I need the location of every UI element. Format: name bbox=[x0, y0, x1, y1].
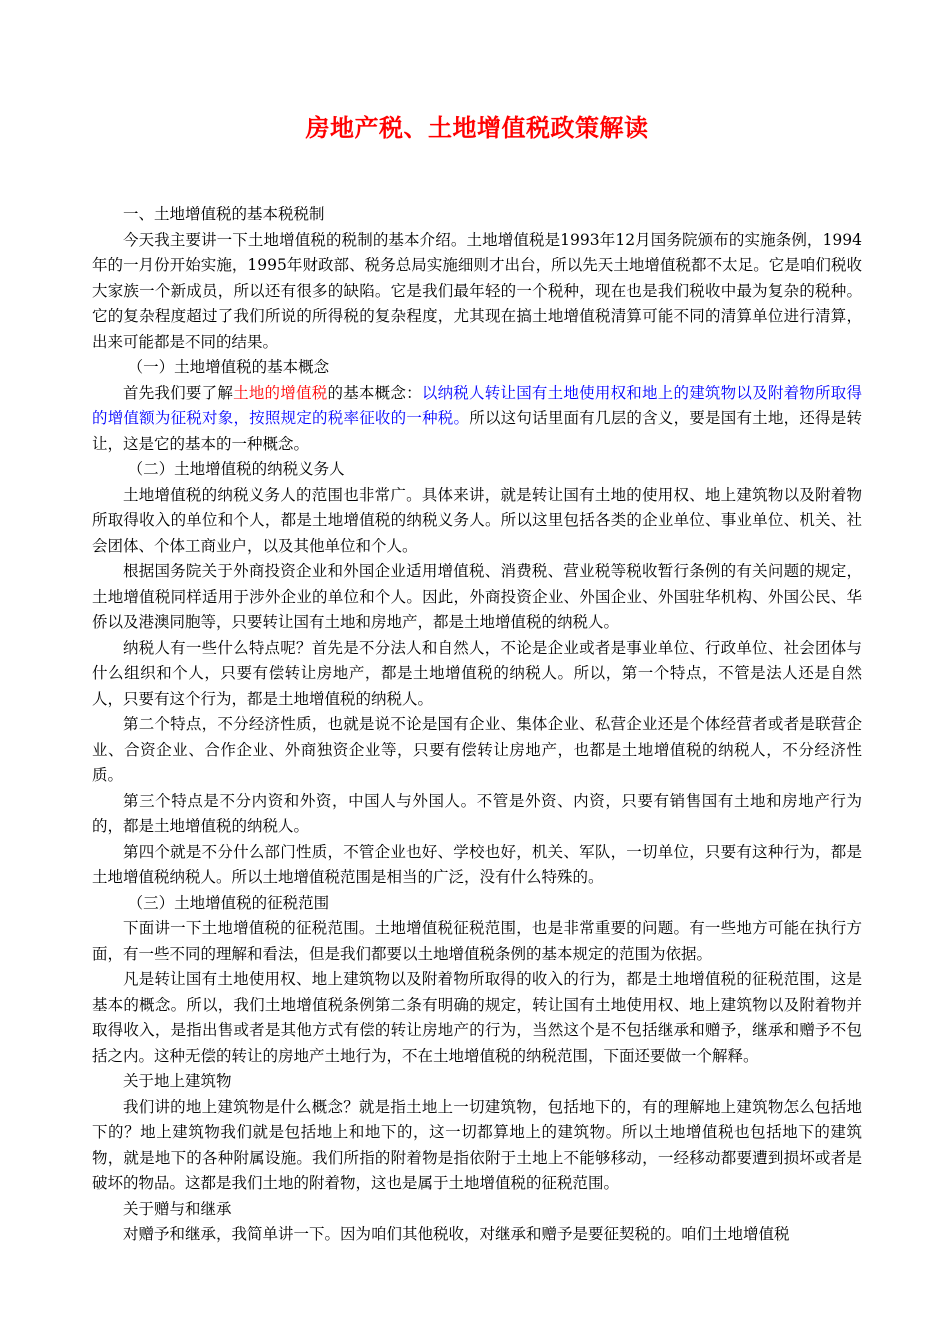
highlight-term: 土地的增值税 bbox=[233, 383, 328, 402]
page-title: 房地产税、土地增值税政策解读 bbox=[305, 113, 649, 142]
paragraph: 纳税人有一些什么特点呢？首先是不分法人和自然人，不论是企业或者是事业单位、行政单位、社会团体与什么组织和个人，只要有偿转让房地产，都是土地增值税的纳税人。所以，第一个特点，不管是法人还是自然人，只要有这个行为，都是土地增值税的纳税人。 bbox=[92, 638, 862, 708]
paragraph: 我们讲的地上建筑物是什么概念？就是指土地上一切建筑物，包括地下的，有的理解地上建筑物怎么包括地下的？地上建筑物我们就是包括地上和地下的，这一切都算地上的建筑物。所以土地增值税也包括地下的建筑物，就是地下的各种附属设施。我们所指的附着物是指依附于土地上不能够移动，一经移动都要遭到损坏或者是破坏的物品。这都是我们土地的附着物，这也是属于土地增值税的征税范围。 bbox=[92, 1097, 862, 1192]
subsection-heading: （一）土地增值税的基本概念 bbox=[127, 358, 330, 376]
paragraph: 第三个特点是不分内资和外资，中国人与外国人。不管是外资、内资，只要有销售国有土地和房地产行为的，都是土地增值税的纳税人。 bbox=[92, 791, 862, 835]
subsection-heading: （三）土地增值税的征税范围 bbox=[127, 893, 330, 912]
paragraph-text: 所以这句话里面有几层的含义，要是国有土地，还得是转让，这是它的基本的一种概念。 bbox=[92, 409, 862, 453]
subsection-heading: （二）土地增值税的纳税义务人 bbox=[127, 460, 345, 478]
paragraph: 土地增值税的纳税义务人的范围也非常广。具体来讲，就是转让国有土地的使用权、地上建筑物以及附着物所取得收入的单位和个人，都是土地增值税的纳税义务人。所以这里包括各类的企业单位、事业单位、机关、社会团体、个体工商业户，以及其他单位和个人。 bbox=[92, 485, 862, 555]
section-heading: 一、土地增值税的基本税税制 bbox=[123, 205, 325, 223]
subsection-heading: 关于地上建筑物 bbox=[123, 1072, 232, 1090]
paragraph-text: 的基本概念： bbox=[327, 383, 422, 402]
document-body bbox=[92, 202, 862, 1248]
subsection-heading: 关于赠与和继承 bbox=[123, 1199, 232, 1218]
paragraph-text: 首先我们要了解 bbox=[123, 383, 234, 402]
paragraph bbox=[92, 381, 862, 458]
highlight-definition: 以纳税人转让国有土地使用权和地上的建筑物以及附着物所取得的增值额为征税对象，按照规定的税率征收的一种税。 bbox=[92, 383, 862, 427]
paragraph: 凡是转让国有土地使用权、地上建筑物以及附着物所取得的收入的行为，都是土地增值税的征税范围，这是基本的概念。所以，我们土地增值税条例第二条有明确的规定，转让国有土地使用权、地上建筑物以及附着物并取得收入，是指出售或者是其他方式有偿的转让房地产的行为，当然这个是不包括继承和赠予，继承和赠予不包括之内。这种无偿的转让的房地产土地行为，不在土地增值税的纳税范围，下面还要做一个解释。 bbox=[92, 970, 862, 1065]
paragraph: 第四个就是不分什么部门性质，不管企业也好、学校也好，机关、军队，一切单位，只要有这种行为，都是土地增值税纳税人。所以土地增值税范围是相当的广泛，没有什么特殊的。 bbox=[92, 842, 862, 886]
paragraph: 今天我主要讲一下土地增值税的税制的基本介绍。土地增值税是1993年12月国务院颁布的实施条例，1994年的一月份开始实施，1995年财政部、税务总局实施细则才出台，所以先天土地增值税都不太足。它是咱们税收大家族一个新成员，所以还有很多的缺陷。它是我们最年轻的一个税种，现在也是我们税收中最为复杂的税种。它的复杂程度超过了我们所说的所得税的复杂程度，尤其现在搞土地增值税清算可能不同的清算单位进行清算，出来可能都是不同的结果。 bbox=[92, 230, 862, 351]
paragraph: 第二个特点，不分经济性质，也就是说不论是国有企业、集体企业、私营企业还是个体经营者或者是联营企业、合资企业、合作企业、外商独资企业等，只要有偿转让房地产，也都是土地增值税的纳税人，不分经济性质。 bbox=[92, 715, 862, 784]
paragraph: 对赠予和继承，我简单讲一下。因为咱们其他税收，对继承和赠予是要征契税的。咱们土地增值税 bbox=[123, 1225, 790, 1243]
paragraph: 根据国务院关于外商投资企业和外国企业适用增值税、消费税、营业税等税收暂行条例的有关问题的规定，土地增值税同样适用于涉外企业的单位和个人。因此，外商投资企业、外国企业、外国驻华机构、外国公民、华侨以及港澳同胞等，只要转让国有土地和房地产，都是土地增值税的纳税人。 bbox=[92, 562, 862, 631]
paragraph: 下面讲一下土地增值税的征税范围。土地增值税征税范围，也是非常重要的问题。有一些地方可能在执行方面，有一些不同的理解和看法，但是我们都要以土地增值税条例的基本规定的范围为依据。 bbox=[92, 919, 862, 963]
